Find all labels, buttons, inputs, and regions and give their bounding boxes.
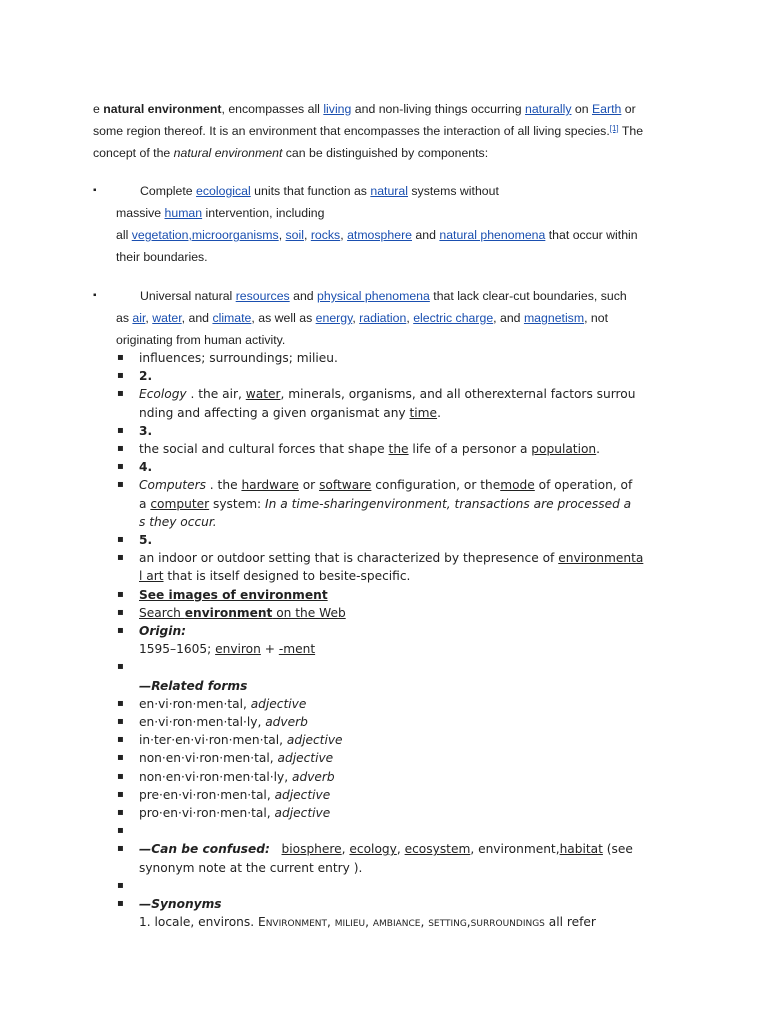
link-environmental-art[interactable]: environmenta — [558, 551, 644, 566]
link-the[interactable]: the — [388, 442, 409, 457]
list-item: ▪ Ecology . the air, water, minerals, organisms, and all otherexternal factors surrou nding and affecting a given organismat any time. — [117, 385, 677, 421]
link-vegetation[interactable]: vegetation — [131, 228, 189, 242]
link-ecology[interactable]: ecology — [349, 842, 397, 857]
link-mode[interactable]: mode — [500, 478, 535, 493]
related-forms-label: —Related forms — [139, 678, 248, 693]
link-ecosystem[interactable]: ecosystem — [404, 842, 471, 857]
list-item: ▪ an indoor or outdoor setting that is characterized by thepresence of environmenta l art that is itself designed to besite-specific. — [117, 549, 677, 585]
link-biosphere[interactable]: biosphere — [281, 842, 342, 857]
link-ment[interactable]: -ment — [278, 642, 316, 657]
list-item — [117, 458, 677, 476]
search-web-link[interactable]: Search environment on the Web — [139, 605, 346, 620]
link-environ[interactable]: environ — [215, 642, 261, 657]
link-time[interactable]: time — [409, 405, 438, 420]
link-habitat[interactable]: habitat — [559, 842, 603, 857]
link-natural-phenomena[interactable]: natural phenomena — [439, 228, 546, 242]
bullet-marker: ▪ — [93, 290, 97, 301]
list-item: ▪ —Can be confused: biosphere, ecology, ecosystem, environment,habitat (see synonym note at the current entry ). — [117, 840, 677, 876]
list-item: ▪ Origin: 1595–1605; environ + -ment — [117, 622, 677, 658]
link-physical-phenomena[interactable]: physical phenomena — [317, 289, 430, 303]
sense-number: 3. — [139, 423, 153, 438]
link-population[interactable]: population — [531, 442, 597, 457]
bullet-ecological-units: ▪ Complete ecological units that function as natural systems without massive human intervention, including all vegetation,microorganisms, soil, rocks, atmosphere and natural phenomena that occur within their boundaries. — [93, 180, 693, 268]
list-item — [117, 422, 677, 440]
synonyms-label: —Synonyms — [139, 897, 222, 912]
link-climate[interactable]: climate — [212, 311, 252, 325]
link-energy[interactable]: energy — [315, 311, 353, 325]
sense-number: 4. — [139, 460, 153, 475]
related-form-item: ▪ en·vi·ron·men·tal·ly, adverb — [117, 713, 677, 731]
link-resources[interactable]: resources — [235, 289, 290, 303]
citation-link[interactable]: [1] — [609, 124, 619, 133]
can-be-confused-label: —Can be confused: — [139, 842, 270, 857]
sense-number: 2. — [139, 369, 153, 384]
list-item — [117, 658, 677, 694]
list-item — [117, 531, 677, 549]
link-rocks[interactable]: rocks — [310, 228, 341, 242]
related-forms-list — [117, 695, 677, 822]
intro-line-1: e natural environment, encompasses all living and non-living things occurring naturally on Earth or — [93, 102, 636, 116]
link-environmental-art-cont[interactable]: l art — [139, 569, 164, 584]
list-item — [117, 822, 677, 840]
list-item — [117, 877, 677, 895]
intro-line-3: concept of the natural environment can be distinguished by components: — [93, 146, 489, 160]
link-radiation[interactable]: radiation — [359, 311, 407, 325]
link-electric-charge[interactable]: electric charge — [413, 311, 494, 325]
list-item — [117, 604, 677, 622]
dictionary-entry-list — [117, 349, 677, 932]
link-water[interactable]: water — [245, 387, 281, 402]
link-ecological[interactable]: ecological — [196, 184, 251, 198]
link-magnetism[interactable]: magnetism — [523, 311, 585, 325]
link-air[interactable]: air — [132, 311, 146, 325]
list-item: ▪ influences; surroundings; milieu. — [117, 349, 677, 367]
see-images-link[interactable]: See images of environment — [139, 587, 328, 602]
related-form-item: ▪ pro·en·vi·ron·men·tal, adjective — [117, 804, 677, 822]
bullet-universal-resources: ▪ Universal natural resources and physical phenomena that lack clear-cut boundaries, such as air, water, and climate, as well as energy, radiation, electric charge, and magnetism, not originating from human activity. — [93, 285, 693, 351]
list-item: ▪ —Synonyms 1. locale, environs. Environment, milieu, ambiance, setting,surroundings all refer — [117, 895, 677, 931]
link-earth[interactable]: Earth — [591, 102, 622, 116]
link-microorganisms[interactable]: microorganisms — [191, 228, 279, 242]
link-comma[interactable]: , — [188, 228, 192, 242]
list-item: ▪ Computers . the hardware or software configuration, or themode of operation, of a computer system: In a time-sharingenvironment, transactions are processed a s they occur. — [117, 476, 677, 531]
link-living[interactable]: living — [323, 102, 352, 116]
list-item: ▪ the social and cultural forces that shape the life of a personor a population. — [117, 440, 677, 458]
link-software[interactable]: software — [319, 478, 372, 493]
related-form-item: ▪ in·ter·en·vi·ron·men·tal, adjective — [117, 731, 677, 749]
related-form-item: ▪ pre·en·vi·ron·men·tal, adjective — [117, 786, 677, 804]
list-item — [117, 367, 677, 385]
link-naturally[interactable]: naturally — [524, 102, 572, 116]
link-natural[interactable]: natural — [370, 184, 408, 198]
link-human[interactable]: human — [164, 206, 203, 220]
term-natural-environment: natural environment — [103, 102, 222, 116]
list-item — [117, 586, 677, 604]
link-soil[interactable]: soil — [285, 228, 304, 242]
link-hardware[interactable]: hardware — [241, 478, 299, 493]
link-atmosphere[interactable]: atmosphere — [347, 228, 412, 242]
related-form-item: ▪ en·vi·ron·men·tal, adjective — [117, 695, 677, 713]
link-computer[interactable]: computer — [150, 496, 210, 511]
intro-line-2: some region thereof. It is an environment that encompasses the interaction of all living species.[1] The — [93, 124, 644, 138]
link-water[interactable]: water — [152, 311, 182, 325]
origin-label: Origin: — [139, 624, 187, 639]
bullet-marker: ▪ — [93, 185, 97, 196]
related-form-item: ▪ non·en·vi·ron·men·tal·ly, adverb — [117, 768, 677, 786]
intro-paragraph — [93, 98, 683, 164]
sense-number: 5. — [139, 533, 153, 548]
related-form-item: ▪ non·en·vi·ron·men·tal, adjective — [117, 749, 677, 767]
